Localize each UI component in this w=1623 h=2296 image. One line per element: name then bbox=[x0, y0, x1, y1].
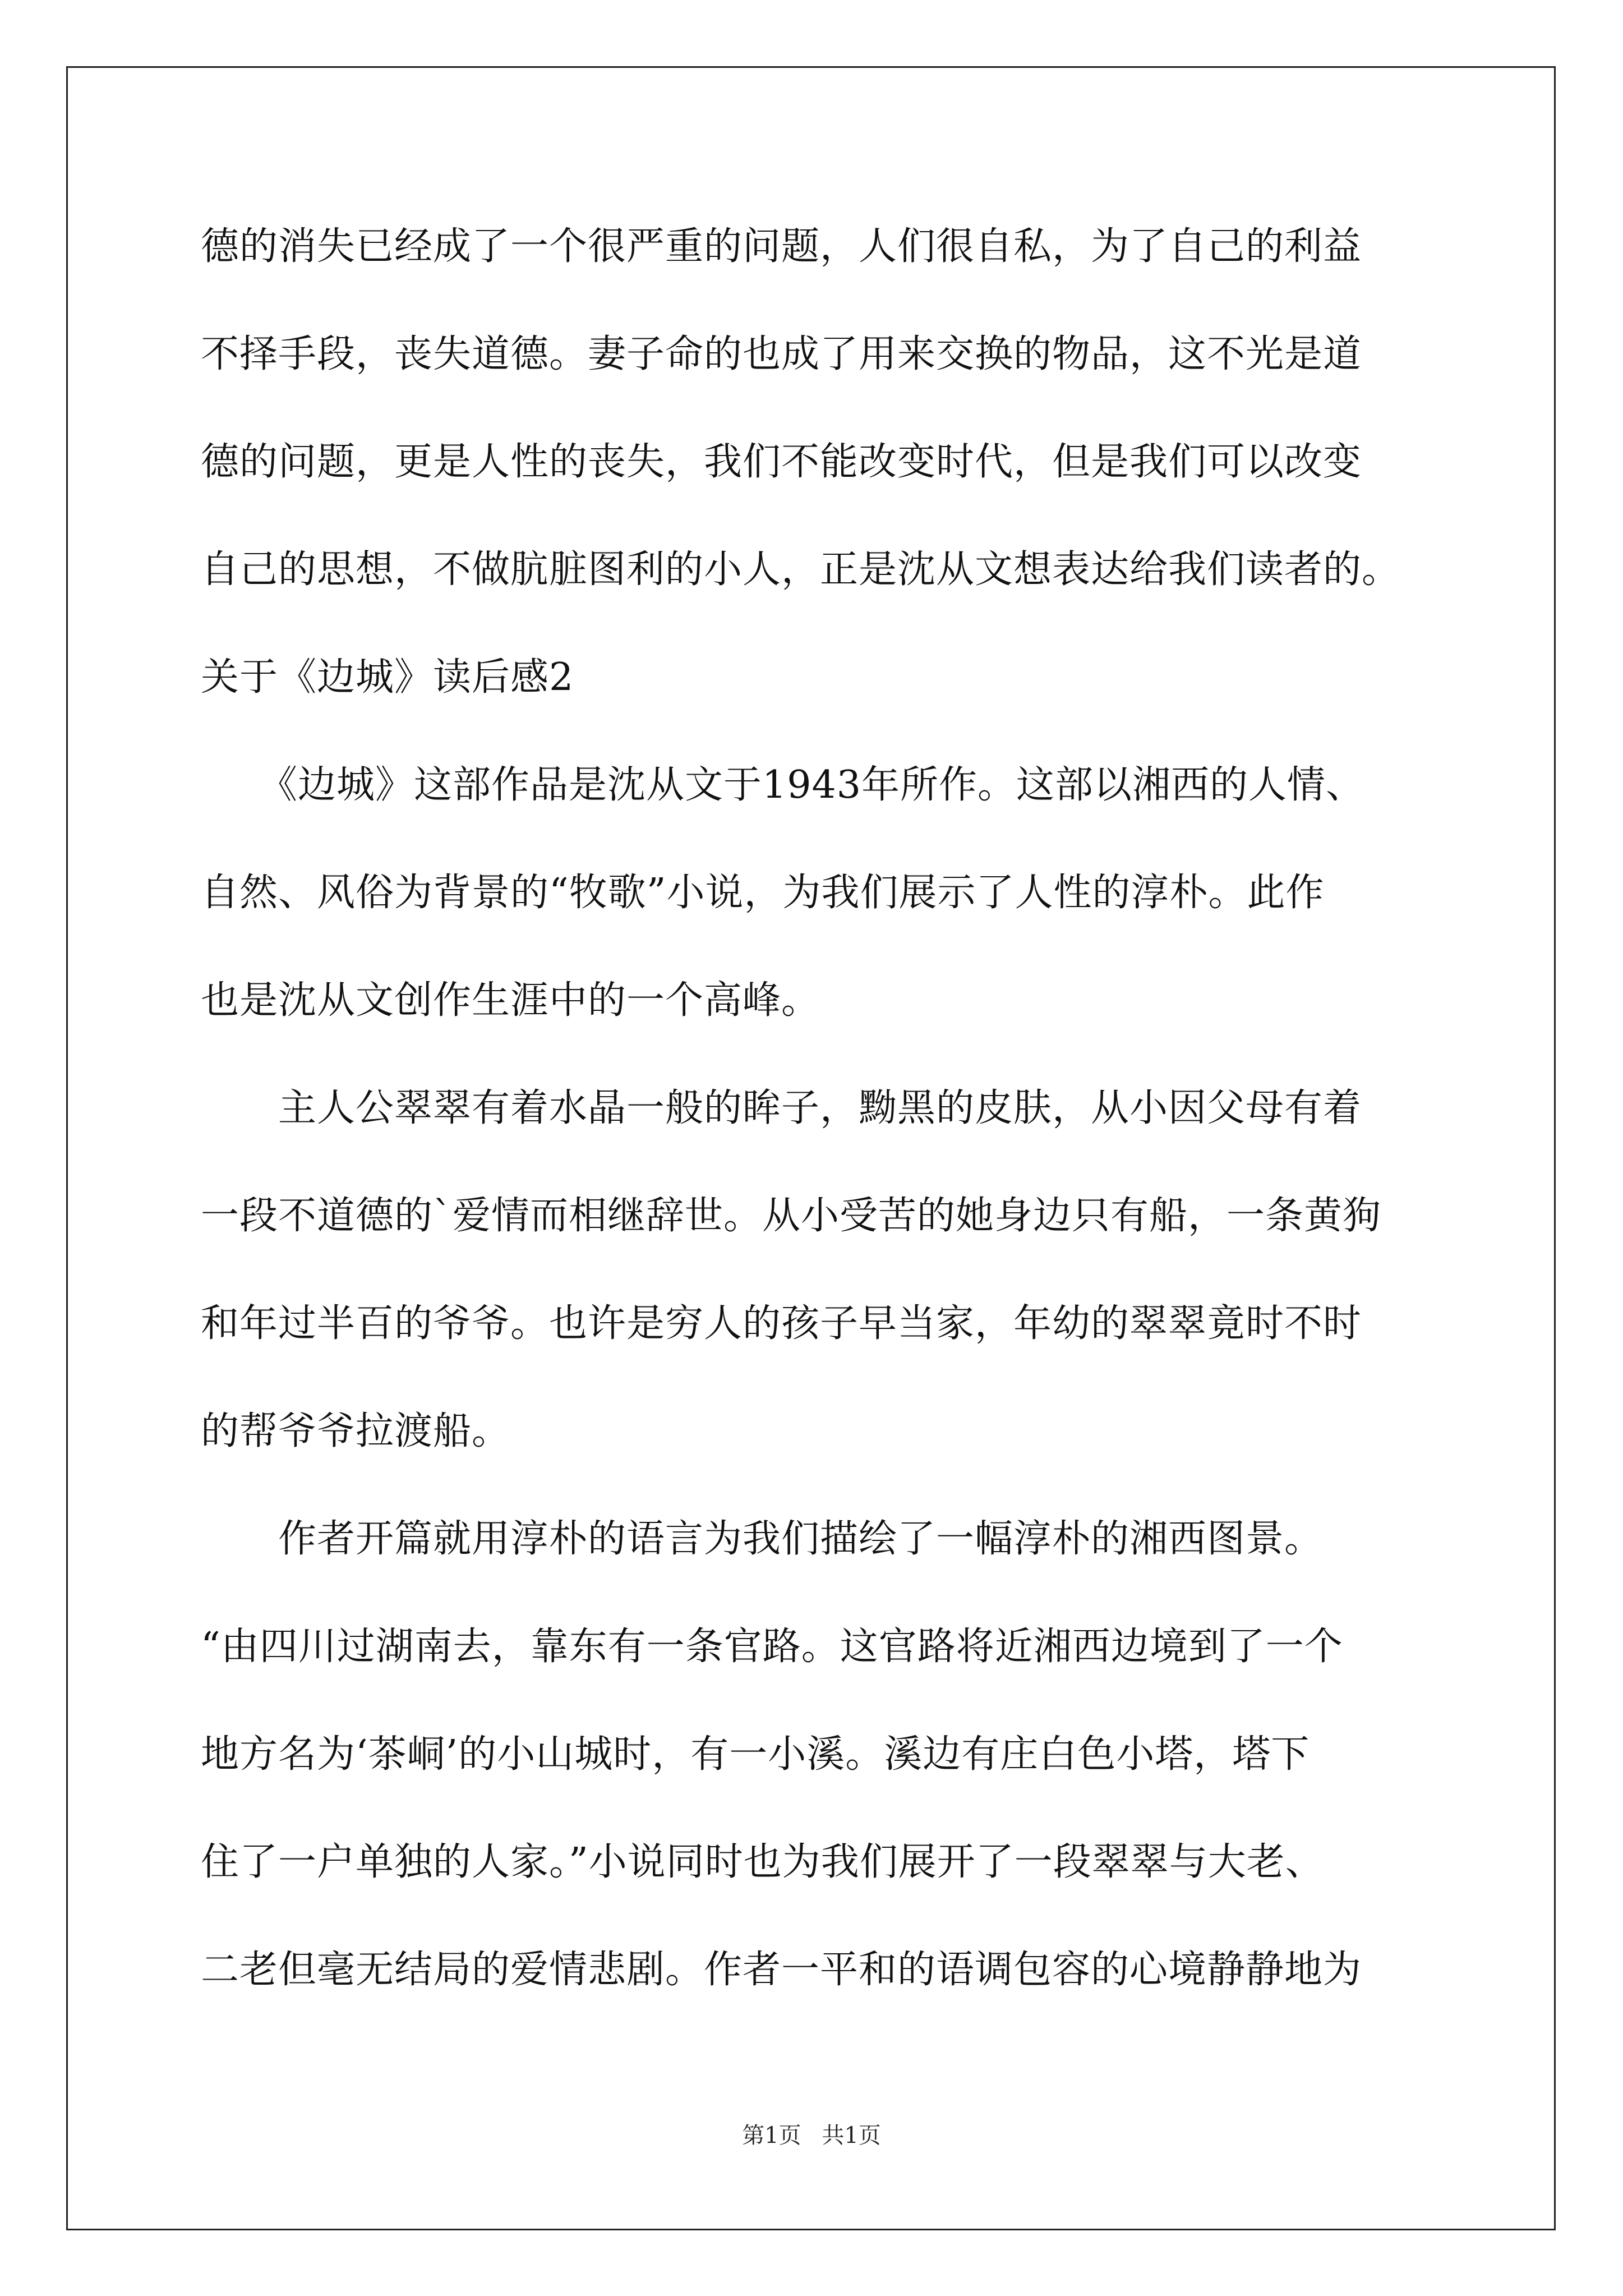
page-total: 共1页 bbox=[822, 2123, 881, 2148]
text-line: 地方名为‘茶峒’的小山城时，有一小溪。溪边有庄白色小塔，塔下 bbox=[201, 1732, 1310, 1777]
section-heading: 关于《边城》读后感2 bbox=[201, 655, 574, 700]
text-line: 的帮爷爷拉渡船。 bbox=[201, 1409, 511, 1453]
text-line: 不择手段，丧失道德。妻子命的也成了用来交换的物品，这不光是道 bbox=[201, 332, 1362, 376]
page-number: 第1页 bbox=[742, 2123, 801, 2148]
page-footer bbox=[0, 2122, 1623, 2150]
text-line: 二老但毫无结局的爱情悲剧。作者一平和的语调包容的心境静静地为 bbox=[201, 1948, 1362, 1992]
text-line: 德的问题，更是人性的丧失，我们不能改变时代，但是我们可以改变 bbox=[201, 440, 1362, 484]
text-line: 自己的思想，不做肮脏图利的小人，正是沈从文想表达给我们读者的。 bbox=[201, 547, 1401, 592]
text-line: 也是沈从文创作生涯中的一个高峰。 bbox=[201, 978, 820, 1023]
text-line: 《边城》这部作品是沈从文于1943年所作。这部以湘西的人情、 bbox=[201, 763, 1365, 807]
page-border bbox=[66, 66, 1556, 2230]
text-line: 作者开篇就用淳朴的语言为我们描绘了一幅淳朴的湘西图景。 bbox=[201, 1517, 1324, 1561]
text-line: 一段不道德的`爱情而相继辞世。从小受苦的她身边只有船，一条黄狗 bbox=[201, 1194, 1382, 1238]
text-line: “由四川过湖南去，靠东有一条官路。这官路将近湘西边境到了一个 bbox=[201, 1625, 1343, 1669]
text-line: 自然、风俗为背景的“牧歌”小说，为我们展示了人性的淳朴。此作 bbox=[201, 871, 1325, 915]
text-line: 德的消失已经成了一个很严重的问题，人们很自私，为了自己的利益 bbox=[201, 224, 1362, 269]
text-line: 住了一户单独的人家。”小说同时也为我们展开了一段翠翠与大老、 bbox=[201, 1840, 1324, 1884]
text-line: 和年过半百的爷爷。也许是穷人的孩子早当家，年幼的翠翠竟时不时 bbox=[201, 1301, 1362, 1346]
text-line: 主人公翠翠有着水晶一般的眸子，黝黑的皮肤，从小因父母有着 bbox=[201, 1086, 1362, 1130]
